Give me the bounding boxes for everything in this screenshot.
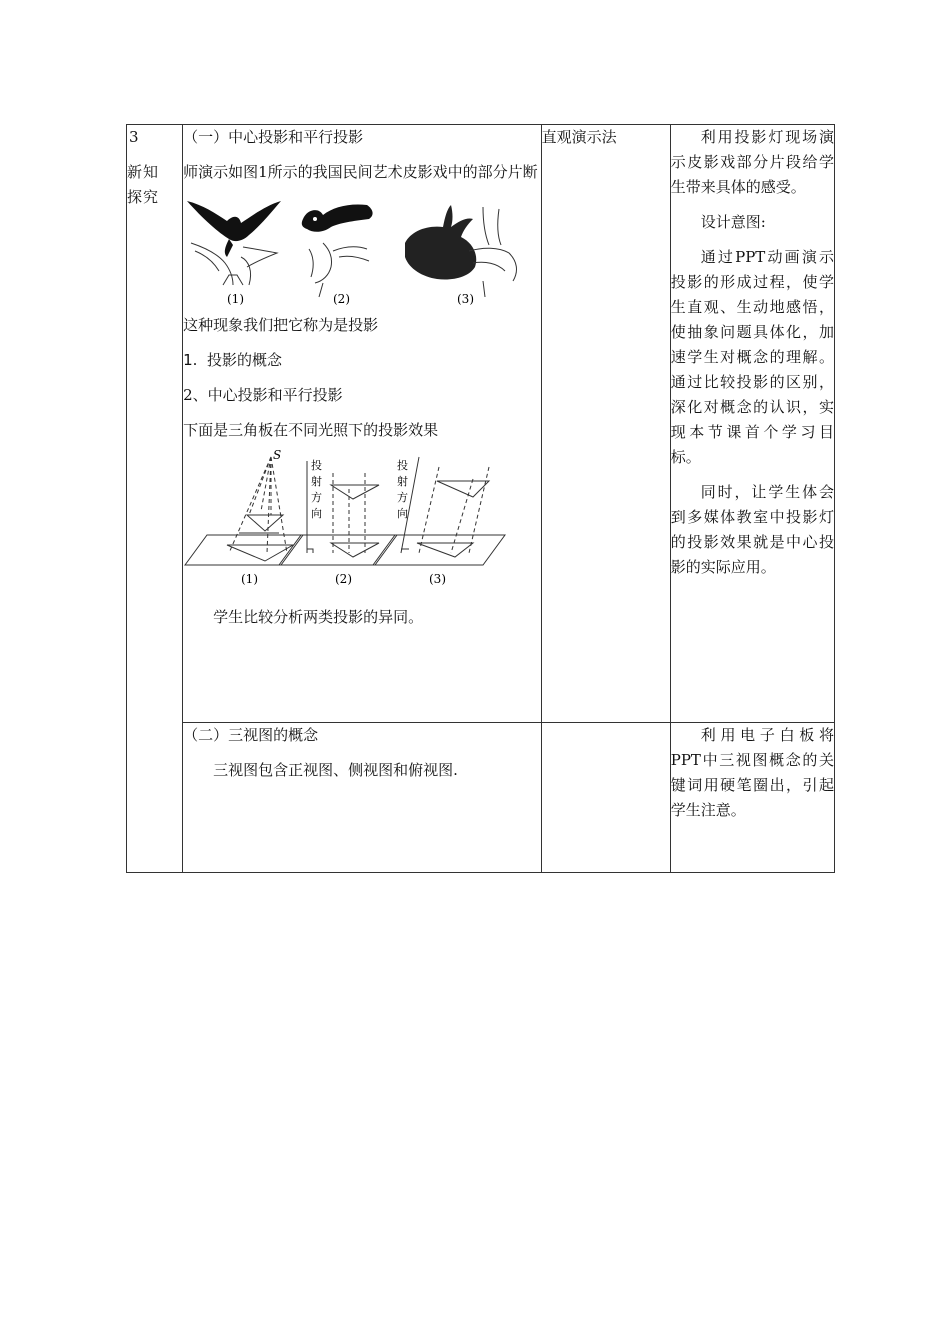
- light-source-label: S: [273, 449, 282, 462]
- diagram-label-3: (3): [429, 572, 447, 586]
- duck-shadow-icon: [302, 204, 373, 231]
- list-item: [183, 348, 541, 373]
- svg-text:向: 向: [397, 507, 409, 520]
- compare-text: 学生比较分析两类投影的异同。: [213, 608, 424, 626]
- rabbit-shadow-icon: [405, 205, 476, 280]
- triangle-intro-text: 下面是三角板在不同光照下的投影效果: [183, 421, 439, 439]
- method-cell: [541, 125, 670, 723]
- design-intent-title: 设计意图:: [700, 213, 766, 231]
- section-heading: （一）中心投影和平行投影: [183, 128, 364, 146]
- svg-text:射: 射: [397, 475, 409, 488]
- diagram-label-2: (2): [335, 572, 353, 586]
- plane-2: [279, 535, 397, 565]
- direction-label-2: [311, 458, 322, 520]
- note-text-2: 通过PPT动画演示投影的形成过程，使学生直观、生动地感悟，使抽象问题具体化，加速学生对概念的理解。通过比较投影的区别，深化对概念的认识，实现本节课首个学习目标。: [670, 248, 834, 466]
- stage-name: 新知探究: [127, 163, 160, 206]
- intro-text: 师演示如图1所示的我国民间艺术皮影戏中的部分片断: [183, 163, 538, 181]
- list-item-text: 投影的概念: [206, 351, 282, 369]
- method-text: 直观演示法: [541, 128, 617, 146]
- lesson-table: [126, 124, 835, 873]
- hand-outline-2: [309, 243, 369, 297]
- content-cell: [183, 125, 542, 723]
- projection-diagram: [183, 449, 525, 595]
- method-cell-2: [541, 723, 670, 873]
- diagram-label-1: (1): [241, 572, 259, 586]
- direction-label-3: [397, 458, 408, 520]
- note-cell: [670, 125, 834, 723]
- note-text-3: 同时，让学生体会到多媒体教室中投影灯的投影效果就是中心投影的实际应用。: [670, 483, 834, 576]
- figure1-label-1: (1): [227, 292, 245, 306]
- content-cell-2: [183, 723, 542, 873]
- hand-outline-1: [191, 243, 277, 285]
- section-heading-2: （二）三视图的概念: [183, 726, 319, 744]
- svg-text:方: 方: [311, 491, 323, 504]
- note-cell-2: [670, 723, 834, 873]
- stage-number: 3: [129, 128, 139, 146]
- svg-text:投: 投: [311, 459, 323, 472]
- plane-3: [373, 535, 505, 565]
- projection-sentence: 这种现象我们把它称为是投影: [183, 316, 379, 334]
- figure1-label-3: (3): [457, 292, 475, 306]
- table-row: [127, 723, 835, 873]
- list-item-number: 1.: [183, 351, 198, 369]
- svg-text:投: 投: [397, 459, 409, 472]
- hand-outline-3: [469, 207, 516, 297]
- note-text-1: 利用投影灯现场演示皮影戏部分片段给学生带来具体的感受。: [670, 128, 834, 196]
- svg-text:方: 方: [397, 491, 409, 504]
- plane-1: [185, 535, 303, 565]
- three-view-text: 三视图包含正视图、侧视图和俯视图.: [213, 761, 458, 779]
- svg-text:向: 向: [311, 507, 323, 520]
- list-item-2: 2、中心投影和平行投影: [183, 386, 343, 404]
- note-text-4: 利用电子白板将PPT中三视图概念的关键词用硬笔圈出，引起学生注意。: [670, 726, 834, 819]
- table-row: [127, 125, 835, 723]
- bird-shadow-icon: [187, 201, 281, 257]
- svg-text:射: 射: [311, 475, 323, 488]
- figure1-label-2: (2): [333, 292, 351, 306]
- shadow-puppet-figure: [183, 191, 525, 309]
- stage-cell: [127, 125, 183, 873]
